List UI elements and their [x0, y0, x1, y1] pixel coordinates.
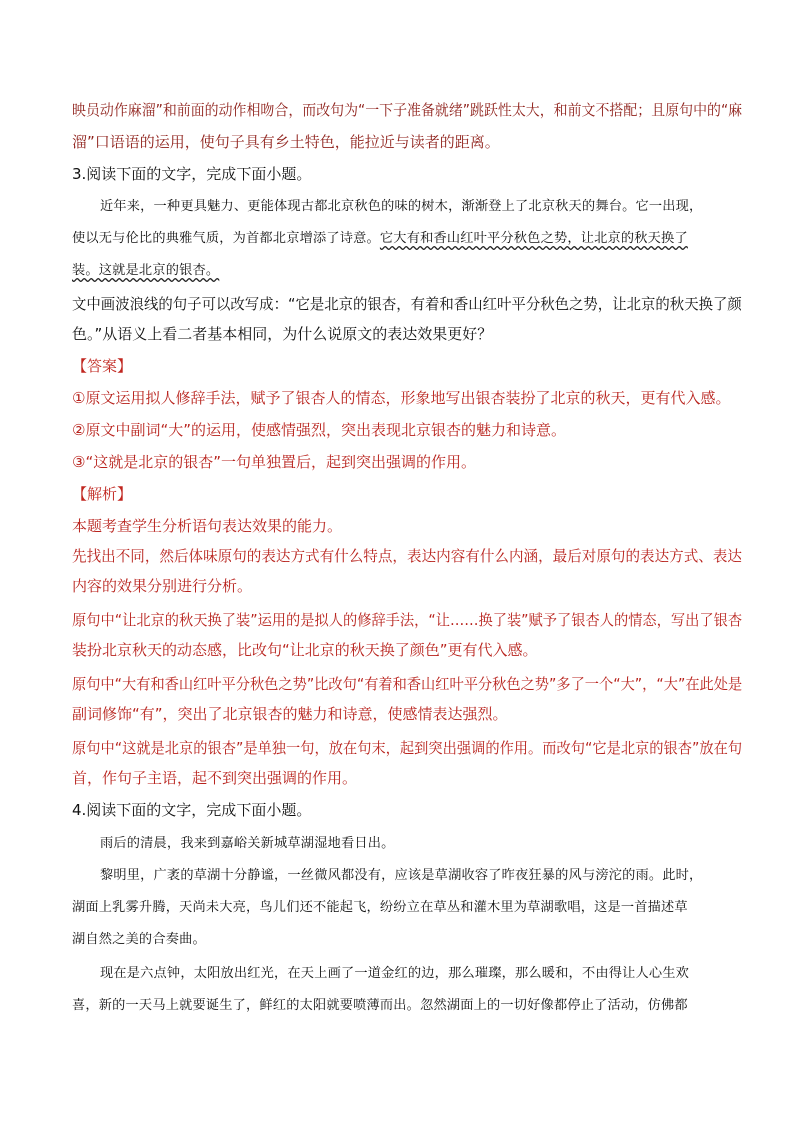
q3-passage-line-2 [72, 229, 688, 249]
analysis-line-1: 本题考查学生分析语句表达效果的能力。 [72, 517, 343, 535]
analysis-line-8: 原句中“这就是北京的银杏”是单独一句，放在句末，起到突出强调的作用。而改句“它是北京的银杏”放在句 [72, 739, 743, 757]
q3-passage-line-3 [72, 261, 219, 281]
analysis-heading: 【解析】 [72, 485, 133, 503]
analysis-line-2: 先找出不同，然后体味原句的表达方式有什么特点，表达内容有什么内涵，最后对原句的表达方式、表达 [72, 547, 743, 565]
q3-passage-line-1: 近年来，一种更具魅力、更能体现古都北京秋色的味的树木，渐渐登上了北京秋天的舞台。它一出现， [100, 199, 703, 214]
prev-analysis-line-1: 映员动作麻溜”和前面的动作相吻合，而改句为“一下子准备就绪”跳跃性太大，和前文不搭配；且原句中的“麻 [72, 101, 743, 119]
answer-3: ③“这就是北京的银杏”一句单独置后，起到突出强调的作用。 [72, 453, 476, 471]
answer-2: ②原文中副词“大”的运用，使感情强烈，突出表现北京银杏的魅力和诗意。 [72, 421, 566, 439]
analysis-line-3: 内容的效果分别进行分析。 [72, 577, 253, 595]
answer-heading: 【答案】 [72, 357, 133, 375]
analysis-line-5: 装扮北京秋天的动态感，比改句“让北京的秋天换了颜色”更有代入感。 [72, 641, 538, 659]
analysis-line-7: 副词修饰“有”，突出了北京银杏的魅力和诗意，使感情表达强烈。 [72, 705, 508, 723]
q4-passage-line-3: 湖面上乳雾升腾，天尚未大亮，鸟儿们还不能起飞，纷纷立在草丛和灌木里为草湖歌唱，这是一首描述草 [72, 900, 688, 915]
q4-passage-line-2: 黎明里，广袤的草湖十分静谧，一丝微风都没有，应该是草湖收容了昨夜狂暴的风与滂沱的雨。此时， [100, 868, 703, 883]
q4-passage-line-5: 现在是六点钟，太阳放出红光，在天上画了一道金红的边，那么璀璨，那么暖和，不由得让人心生欢 [100, 966, 690, 981]
q3-question-line-1: 文中画波浪线的句子可以改写成：“它是北京的银杏，有着和香山红叶平分秋色之势，让北京的秋天换了颜 [72, 295, 742, 313]
prev-analysis-line-2: 溜”口语语的运用，使句子具有乡土特色，能拉近与读者的距离。 [72, 133, 500, 151]
analysis-line-9: 首，作句子主语，起不到突出强调的作用。 [72, 769, 358, 787]
q3-wavy-sentence-part-1: 它大有和香山红叶平分秋色之势，让北京的秋天换了 [379, 231, 688, 246]
q4-passage-line-1: 雨后的清晨，我来到嘉峪关新城草湖湿地看日出。 [100, 836, 395, 851]
analysis-line-6: 原句中“大有和香山红叶平分秋色之势”比改句“有着和香山红叶平分秋色之势”多了一个“大”，“大”在此处是 [72, 675, 743, 693]
question-3-title: 3.阅读下面的文字，完成下面小题。 [72, 165, 312, 183]
analysis-line-4: 原句中“让北京的秋天换了装”运用的是拟人的修辞手法，“让……换了装”赋予了银杏人的情态，写出了银杏 [72, 611, 743, 629]
q4-passage-line-4: 湖自然之美的合奏曲。 [72, 932, 206, 947]
q3-question-line-2: 色。”从语义上看二者基本相同，为什么说原文的表达效果更好？ [72, 325, 493, 343]
answer-1: ①原文运用拟人修辞手法，赋予了银杏人的情态，形象地写出银杏装扮了北京的秋天，更有代入感。 [72, 389, 731, 407]
q3-passage-plain: 使以无与伦比的典雅气质，为首都北京增添了诗意。 [72, 231, 380, 246]
q4-passage-line-6: 喜，新的一天马上就要诞生了，鲜红的太阳就要喷薄而出。忽然湖面上的一切好像都停止了活动，仿佛都 [72, 998, 688, 1013]
question-4-title: 4.阅读下面的文字，完成下面小题。 [72, 801, 312, 819]
q3-wavy-sentence-part-2: 装。这就是北京的银杏。 [72, 263, 220, 278]
